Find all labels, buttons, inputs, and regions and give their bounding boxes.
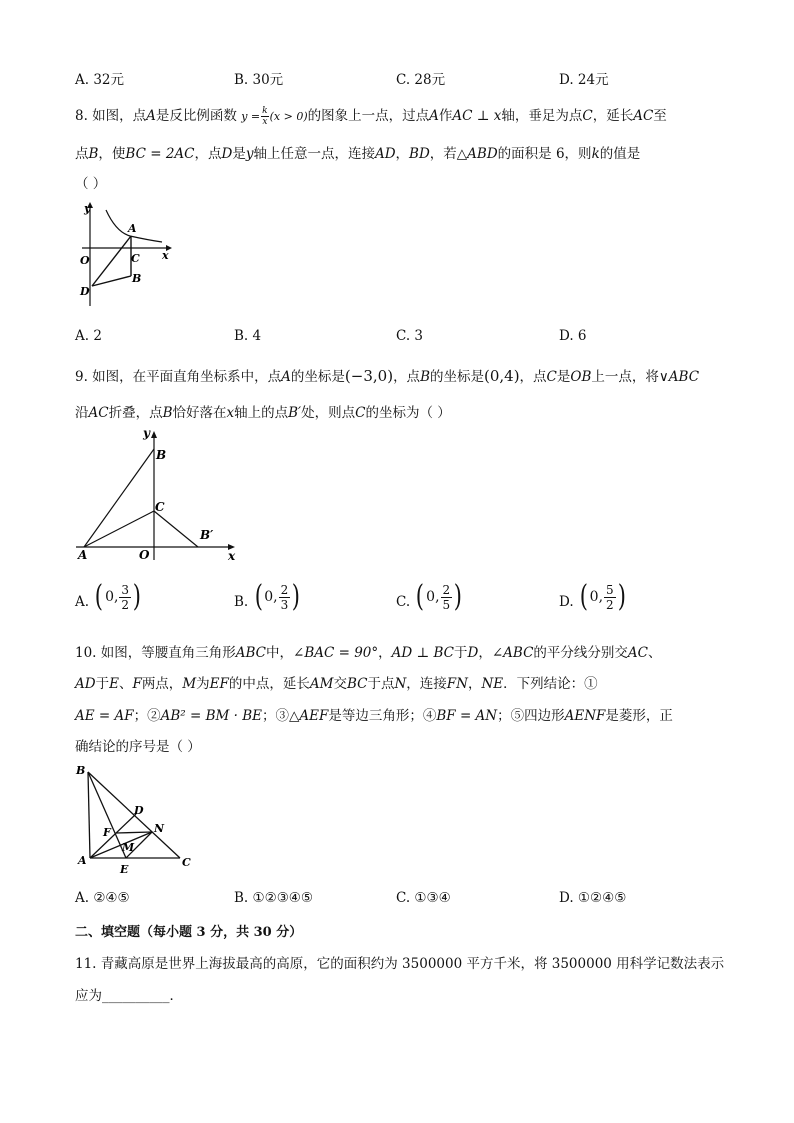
q8-option-b: B. 4 [234, 328, 262, 344]
q9-line2: 沿AC折叠，点B恰好落在x轴上的点B′处，则点C的坐标为（ ） [75, 405, 451, 421]
q10-option-c: C. ①③④ [396, 890, 451, 906]
q9-label-c: C [155, 500, 165, 514]
q8-option-a: A. 2 [75, 328, 102, 344]
q7-option-c: C. 28元 [396, 72, 446, 88]
q9-option-b: B. ( 0, $\frac{2}{3}$ ) [234, 579, 301, 614]
q9-label-a: A [78, 548, 88, 562]
q9-label-y: y [143, 426, 150, 440]
q8-option-d: D. 6 [559, 328, 587, 344]
q10-line4: 确结论的序号是（ ） [75, 739, 201, 755]
q11-answer-blank[interactable]: __________ [102, 988, 170, 1004]
q9-figure [70, 425, 240, 563]
q10-option-b: B. ①②③④⑤ [234, 890, 314, 906]
q7-option-b: B. 30元 [234, 72, 284, 88]
q8-func-fraction: $\frac{k}{x}$ [262, 106, 268, 127]
q9-option-c: C. ( 0, $\frac{2}{5}$ ) [396, 579, 463, 614]
q8-line2: 点B，使BC = 2AC，点D是y轴上任意一点，连接AD，BD，若△ABD的面积是 6，则k的值是 [75, 146, 641, 162]
q10-option-d: D. ①②④⑤ [559, 890, 627, 906]
q8-label-d: D [80, 285, 90, 298]
q10-label-m: M [122, 841, 135, 854]
q11-line2: 应为__________． [75, 988, 183, 1004]
q8-line1: 8. 如图，点A是反比例函数 y = $\frac{k}{x}$ (x > 0)的图象上一点，过点A作AC ⊥ x轴，垂足为点C，延长AC至 [75, 106, 667, 127]
q8-label-x: x [162, 249, 169, 262]
q11-line1: 11. 青藏高原是世界上海拔最高的高原，它的面积约为 3500000 平方千米，将 3500000 用科学记数法表示 [75, 956, 725, 972]
q10-figure [70, 760, 200, 878]
q9-label-x: x [228, 549, 236, 563]
q10-label-c: C [182, 856, 191, 869]
q8-label-o: O [80, 254, 90, 267]
q10-label-a: A [78, 854, 87, 867]
q9-label-b: B [156, 448, 167, 462]
q8-label-y: y [84, 202, 91, 215]
q8-label-c: C [131, 252, 140, 265]
q10-option-a: A. ②④⑤ [75, 890, 130, 906]
q8-option-c: C. 3 [396, 328, 424, 344]
q7-option-d: D. 24元 [559, 72, 609, 88]
q10-label-b: B [76, 764, 86, 777]
q9-option-a: A. ( 0, $\frac{3}{2}$ ) [75, 579, 142, 614]
section-fill-in-heading: 二、填空题（每小题 3 分，共 30 分） [75, 925, 303, 940]
q9-line1: 9. 如图，在平面直角坐标系中，点A的坐标是(−3,0)，点B的坐标是(0,4)，点C是OB上一点，将∨ABC [75, 367, 700, 385]
q10-label-e: E [120, 863, 129, 876]
q10-label-f: F [103, 826, 111, 839]
q9-label-o: O [139, 548, 150, 562]
q10-line1: 10. 如图，等腰直角三角形ABC中，∠BAC = 90°，AD ⊥ BC于D，∠ABC的平分线分别交AC、 [75, 645, 662, 661]
q8-figure [72, 198, 182, 310]
q8-label-a: A [128, 222, 137, 235]
q10-label-n: N [154, 822, 165, 835]
q8-label-b: B [132, 272, 142, 285]
q10-label-d: D [134, 804, 144, 817]
q8-answer-paren: （ ） [75, 176, 107, 192]
q9-label-bprime: B′ [200, 528, 214, 542]
q10-line3: AE = AF；②AB² = BM · BE；③△AEF是等边三角形；④BF = AN；⑤四边形AENF是菱形，正 [75, 708, 673, 724]
q9-option-d: D. ( 0, $\frac{5}{2}$ ) [559, 579, 626, 614]
q7-option-a: A. 32元 [75, 72, 125, 88]
q10-line2: AD于E、F两点，M为EF的中点，延长AM交BC于点N，连接FN，NE．下列结论：① [75, 676, 598, 692]
